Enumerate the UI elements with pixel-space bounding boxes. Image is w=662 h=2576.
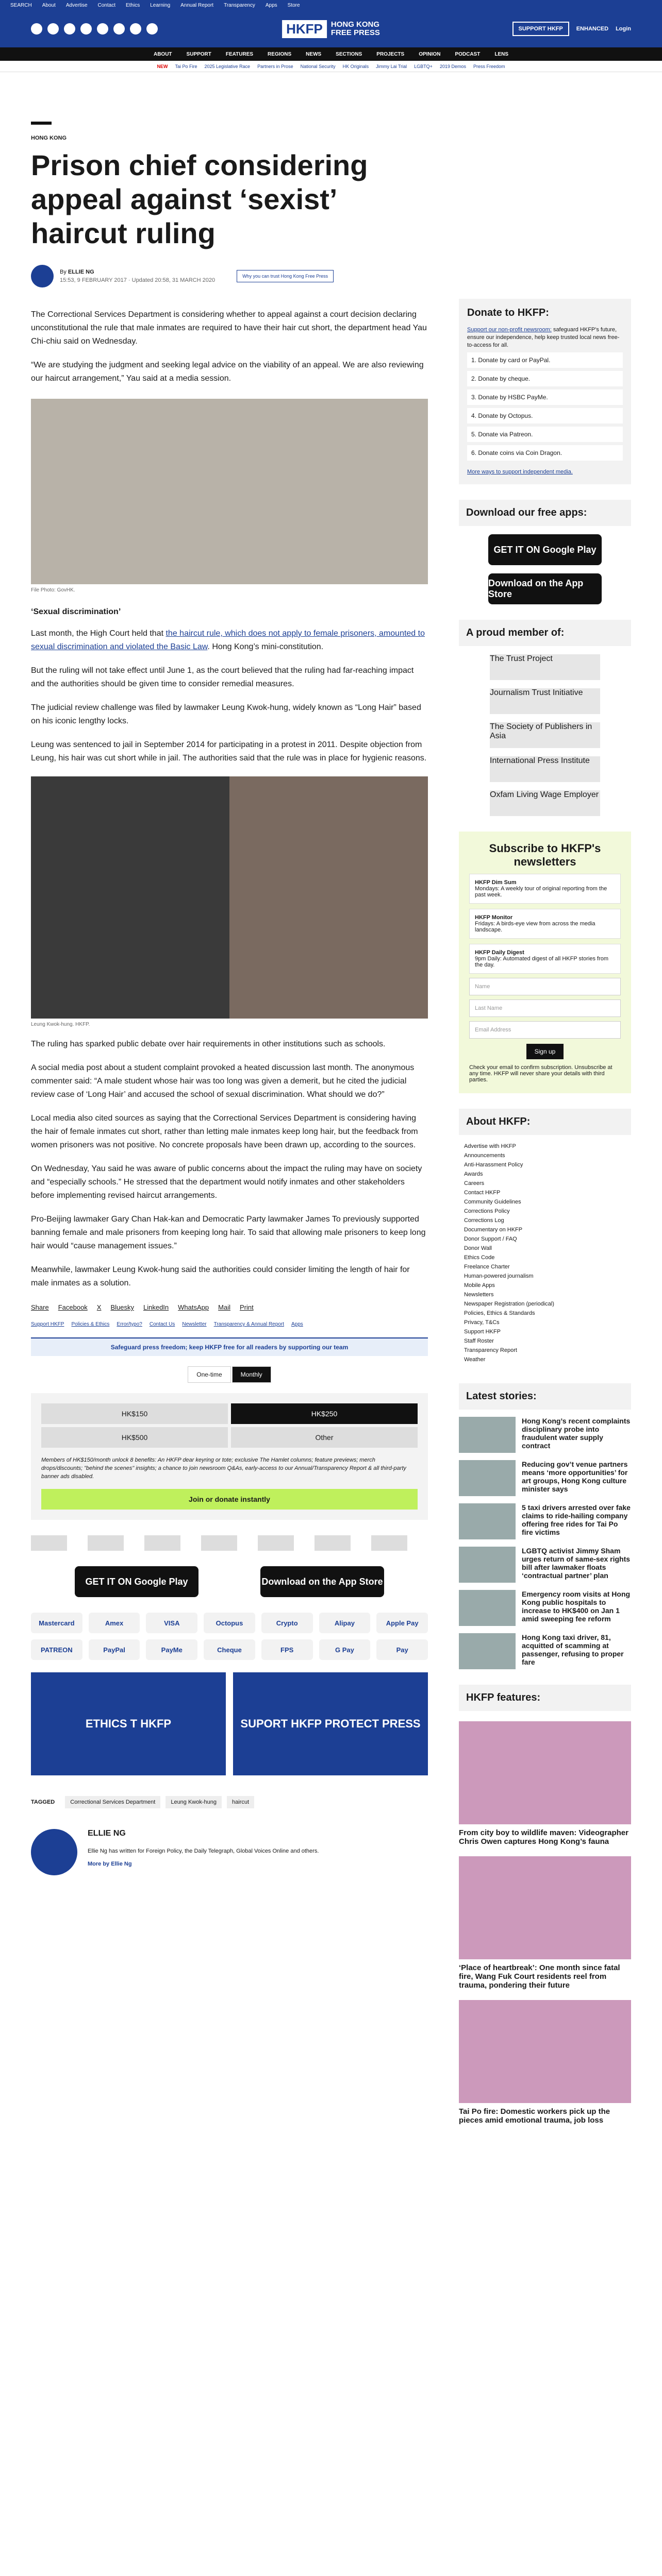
- partner-logo[interactable]: [201, 1535, 237, 1551]
- site-logo[interactable]: HKFP HONG KONG FREE PRESS: [282, 20, 380, 38]
- nav-item[interactable]: PROJECTS: [376, 51, 405, 57]
- freq-one-time[interactable]: One-time: [188, 1366, 230, 1383]
- partner-logos: [31, 1535, 428, 1551]
- story-item[interactable]: Hong Kong taxi driver, 81, acquitted of scamming at passenger, refusing to proper fare: [459, 1633, 631, 1669]
- utility-bar: [0, 0, 662, 10]
- support-button[interactable]: SUPPORT HKFP: [512, 22, 569, 36]
- about-link[interactable]: Announcements: [464, 1153, 505, 1159]
- story-item[interactable]: Hong Kong’s recent complaints disciplinary probe into fraudulent water supply contract: [459, 1417, 631, 1453]
- share-link[interactable]: Bluesky: [110, 1303, 134, 1311]
- newsletter-option[interactable]: HKFP Daily Digest 9pm Daily: Automated digest of all HKFP stories from the day.: [469, 944, 621, 974]
- linkedin-icon[interactable]: [97, 23, 108, 35]
- top-link[interactable]: Contact: [97, 2, 115, 8]
- about-link[interactable]: Donor Wall: [464, 1245, 492, 1251]
- author-avatar[interactable]: [31, 265, 54, 287]
- story-item[interactable]: Reducing gov’t venue partners means ‘more opportunities’ for art groups, Hong Kong culture minister says: [459, 1460, 631, 1496]
- share-bar: [31, 1303, 428, 1311]
- donate-method[interactable]: 6. Donate coins via Coin Dragon.: [467, 445, 623, 461]
- share-link[interactable]: Share: [31, 1303, 49, 1311]
- top-link[interactable]: About: [42, 2, 56, 8]
- top-link[interactable]: Store: [287, 2, 300, 8]
- trust-link[interactable]: Why you can trust Hong Kong Free Press: [237, 270, 334, 282]
- partner-logo[interactable]: [258, 1535, 294, 1551]
- footer-link[interactable]: Contact Us: [149, 1321, 175, 1327]
- story-item[interactable]: 5 taxi drivers arrested over fake claims to ride-hailing company offering free rides for Tai Po fire victims: [459, 1503, 631, 1539]
- partner-logo[interactable]: [88, 1535, 124, 1551]
- share-link[interactable]: WhatsApp: [178, 1303, 209, 1311]
- share-link[interactable]: LinkedIn: [143, 1303, 169, 1311]
- nav-item[interactable]: NEWS: [306, 51, 322, 57]
- nav-item[interactable]: LENS: [494, 51, 509, 57]
- nav-item[interactable]: SECTIONS: [336, 51, 362, 57]
- freq-monthly[interactable]: Monthly: [232, 1366, 271, 1383]
- join-button[interactable]: Join or donate instantly: [41, 1489, 418, 1510]
- share-link[interactable]: X: [96, 1303, 102, 1311]
- app-store-button[interactable]: Download on the App Store: [488, 573, 602, 604]
- trending-link[interactable]: Tai Po Fire: [175, 63, 197, 69]
- newsletter-option[interactable]: HKFP Dim Sum Mondays: A weekly tour of original reporting from the past week.: [469, 874, 621, 904]
- org-logo[interactable]: International Press Institute: [490, 756, 600, 782]
- story-item[interactable]: LGBTQ activist Jimmy Sham urges return of same-sex rights bill after lawmaker floats ‘contractual partner’ plan: [459, 1547, 631, 1583]
- payment-icon[interactable]: Amex: [89, 1613, 140, 1633]
- about-link[interactable]: Community Guidelines: [464, 1199, 521, 1205]
- about-link[interactable]: Awards: [464, 1171, 483, 1177]
- article: HONG KONG Prison chief considering appeal against ‘sexist’ haircut ruling By ELLIE NG 15:53, 9 FEBRUARY 2017 · Updated 20:58, 31 MARCH 2020 Why you can trust Hong Kong Free Press The Correctional Services Department is considering whether to appeal against a court decision declaring unconstitutional the rule that male inmates are required to have their hair cut short, the department head Yau Chi-chiu said on Wednesday. “We are studying the judgment and seeking legal advice on the viability of an appeal. We are also reviewing our haircut arrangement,” Yau said at a media session. File Photo: GovHK. ‘Sexual discrimination’ Last month, the High Court held that the haircut rule, which does not apply to female prisoners, amounted to sexual discrimination and violated the Basic Law. Hong Kong’s mini-constitution. But the ruling will not take effect until June 1, as the court believed that the ruling had far-reaching impact and the authorities should be given time to consider remedial measures. The judicial review challenge was filed by lawmaker Leung Kwok-hung, widely known as “Long Hair” based on his iconic lengthy locks. Leung was sentenced to jail in September 2014 for participating in a protest in 2011. Despite objection from Leung, his hair was cut short while in jail. The authorities said that the rule was in place for hygienic reasons. Leung Kwok-hung. HKFP. The ruling has sparked public debate over hair requirements in other institutions such as schools. A social media post about a student complaint provoked a heated discussion last month. The anonymous commenter said: “A male student whose hair was too long was given a demerit, but he cited the judicial review case of ‘Long Hair’ and accused the school of sexual discrimination. What should we do?” Local media also cited sources as saying that the Correctional Services Department is considering having the hair of female inmates cut short, rather than letting male inmates keep long hair, but the feedback from women prisoners was not positive. No concrete proposals have been drawn up, according to the sources. On Wednesday, Yau said he was aware of public concerns about the impact the ruling may have on society and “especially schools.” He stressed that the department would notify inmates and other stakeholders before implementing revised haircut arrangements. Pro-Beijing lawmaker Gary Chan Hak-kan and Democratic Party lawmaker James To previously supported banning female and male prisoners from keeping long hair. To said that allowing male prisoners to keep long hair would “cause management issues.” Meanwhile, lawmaker Leung Kwok-hung said the authorities could consider limiting the length of hair for male inmates as a solution. Share Facebook X Bluesky LinkedIn WhatsApp Mail Print Support HKFP Policies & Ethics Error/typo? Contact Us Newsletter Transparency & Annual Report Apps Safeguard press freedom; keep HKFP free for all readers by supporting our team One-time Monthly HK$150 HK$250 HK$500 Other Members of HK$150/month unlock 8 benefits: An HKFP dear keyring or tote; exclusive The Hamlet columns; feature previews; merch drops/discounts; "behind the scenes" insights; a chance to join newsroom Q&As, early-access to our Annual/Transparency Report & all third-party banner ads disabled. Join or donate instantly GET IT ON Google Play Download on the App Store Mastercard Amex VISA Octopus Crypto Alipay Apple Pay PATREON PayPal PayMe Cheque FPS G Pay Pay ETHICS T HKFP SUPORT HKFP PROTECT PRESS TAGGED Correctional Services Department Leung Kwok-hung haircut ELLIE NG Ellie Ng has written for Foreign Policy, the Daily Telegraph, Global Voices Online and others. More by Ellie Ng: [31, 72, 428, 2125]
- login-link[interactable]: Login: [616, 26, 631, 32]
- partner-logo[interactable]: [371, 1535, 407, 1551]
- about-link[interactable]: Newspaper Registration (periodical): [464, 1301, 554, 1307]
- donate-method[interactable]: 3. Donate by HSBC PayMe.: [467, 389, 623, 405]
- partner-logo[interactable]: [144, 1535, 180, 1551]
- google-play-button[interactable]: GET IT ON Google Play: [75, 1566, 198, 1597]
- footer-link[interactable]: Transparency & Annual Report: [213, 1321, 284, 1327]
- about-link[interactable]: Privacy, T&Cs: [464, 1319, 500, 1326]
- footer-link[interactable]: Newsletter: [182, 1321, 207, 1327]
- donate-method[interactable]: 2. Donate by cheque.: [467, 371, 623, 386]
- nav-item[interactable]: PODCAST: [455, 51, 481, 57]
- rss-icon[interactable]: [146, 23, 158, 35]
- feature-item[interactable]: Tai Po fire: Domestic workers pick up the pieces amid emotional trauma, job loss: [459, 2000, 631, 2125]
- payment-icon[interactable]: Apple Pay: [376, 1613, 428, 1633]
- trending-link[interactable]: Partners in Prose: [257, 63, 293, 69]
- top-link[interactable]: Ethics: [125, 2, 140, 8]
- top-link[interactable]: Advertise: [65, 2, 88, 8]
- subheading: ‘Sexual discrimination’: [31, 607, 121, 616]
- trending-link[interactable]: HK Originals: [342, 63, 369, 69]
- amount-option[interactable]: HK$150: [41, 1403, 228, 1424]
- newsletter-box: Subscribe to HKFP's newsletters HKFP Dim Sum Mondays: A weekly tour of original reporting from the past week. HKFP Monitor Fridays: A birds-eye view from across the media landscape. HKFP Daily Digest 9pm Daily: Automated digest of all HKFP stories from the day. Name Last Name Email Address Sign up Check your email to confirm subscription. Unsubscribe at any time. HKFP will never share your details with third parties.: [459, 832, 631, 1093]
- org-logo[interactable]: Oxfam Living Wage Employer: [490, 790, 600, 816]
- about-link[interactable]: Anti-Harassment Policy: [464, 1162, 523, 1168]
- payment-icon[interactable]: Pay: [376, 1639, 428, 1660]
- trending-link[interactable]: 2019 Demos: [439, 63, 466, 69]
- image-caption: Leung Kwok-hung. HKFP.: [31, 1022, 90, 1027]
- top-link[interactable]: Apps: [265, 2, 277, 8]
- org-logo[interactable]: The Trust Project: [490, 654, 600, 680]
- partner-logo[interactable]: [31, 1535, 67, 1551]
- latest-stories: [459, 1417, 631, 1669]
- image-caption: File Photo: GovHK.: [31, 587, 75, 593]
- trending-link[interactable]: Press Freedom: [473, 63, 505, 69]
- search-link[interactable]: SEARCH: [10, 2, 32, 8]
- footer-link[interactable]: Support HKFP: [31, 1321, 64, 1327]
- about-link[interactable]: Freelance Charter: [464, 1264, 510, 1270]
- footer-link[interactable]: Error/typo?: [117, 1321, 142, 1327]
- org-logo[interactable]: The Society of Publishers in Asia: [490, 722, 600, 748]
- payment-icon[interactable]: Cheque: [204, 1639, 255, 1660]
- nav-item[interactable]: ABOUT: [153, 51, 172, 57]
- ethics-banner[interactable]: ETHICS T HKFP: [31, 1672, 226, 1775]
- about-link[interactable]: Ethics Code: [464, 1255, 495, 1261]
- about-link[interactable]: Transparency Report: [464, 1347, 517, 1353]
- author-avatar[interactable]: [31, 1829, 77, 1875]
- youtube-icon[interactable]: [80, 23, 92, 35]
- feature-item[interactable]: From city boy to wildlife maven: Videographer Chris Owen captures Hong Kong’s fauna: [459, 1721, 631, 1846]
- last-name-field[interactable]: Last Name: [469, 999, 621, 1017]
- about-link[interactable]: Staff Roster: [464, 1338, 494, 1344]
- trending-link[interactable]: Jimmy Lai Trial: [376, 63, 407, 69]
- bluesky-icon[interactable]: [130, 23, 141, 35]
- about-link[interactable]: Support HKFP: [464, 1329, 501, 1335]
- donate-method[interactable]: 1. Donate by card or PayPal.: [467, 352, 623, 368]
- trending-link[interactable]: LGBTQ+: [414, 63, 433, 69]
- instagram-icon[interactable]: [64, 23, 75, 35]
- newsletter-option[interactable]: HKFP Monitor Fridays: A birds-eye view from across the media landscape.: [469, 909, 621, 939]
- google-play-button[interactable]: GET IT ON Google Play: [488, 534, 602, 565]
- tag[interactable]: Correctional Services Department: [65, 1796, 160, 1808]
- facebook-icon[interactable]: [31, 23, 42, 35]
- donate-method[interactable]: 4. Donate by Octopus.: [467, 408, 623, 423]
- payment-icon[interactable]: Crypto: [261, 1613, 313, 1633]
- masthead: [0, 10, 662, 47]
- share-link[interactable]: Facebook: [58, 1303, 88, 1311]
- email-field[interactable]: Email Address: [469, 1021, 621, 1039]
- category-label[interactable]: HONG KONG: [31, 135, 67, 141]
- about-list: [459, 1135, 631, 1368]
- about-link[interactable]: Advertise with HKFP: [464, 1143, 516, 1149]
- about-link[interactable]: Corrections Policy: [464, 1208, 510, 1214]
- top-link[interactable]: Transparency: [224, 2, 255, 8]
- about-link[interactable]: Contact HKFP: [464, 1190, 501, 1196]
- payment-icon[interactable]: Mastercard: [31, 1613, 82, 1633]
- sidebar: Donate to HKFP: Support our non-profit newsroom: safeguard HKFP's future, ensure our independence, help keep trusted local news free-to-access for all. 1. Donate by card or PayPal. 2. Donate by cheque. 3. Donate by HSBC PayMe. 4. Donate by Octopus. 5. Donate via Patreon. 6. Donate coins via Coin Dragon. More ways to support independent media. Download our free apps: GET IT ON Google Play Download on the App Store A proud member of: The Trust Project Journalism Trust Initiative The Society of Publishers in Asia International Press Institute Oxfam Living Wage Employer Subscribe to HKFP's newsletters HKFP Dim Sum Mondays: A weekly tour of original reporting from the past week. HKFP Monitor Fridays: A birds-eye view from across the media landscape. HKFP Daily Digest 9pm Daily: Automated digest of all HKFP stories from the day. Name Last Name Email Address Sign up Check your email to confirm subscription. Unsubscribe at any time. HKFP will never share your details with third parties. About HKFP: Advertise with HKFP Announcements Anti-Harassment Policy Awards Careers Contact HKFP Community Guidelines Corrections Policy Corrections Log Documentary on HKFP Donor Support / FAQ Donor Wall Ethics Code Freelance Charter Human-powered journalism Mobile Apps Newsletters Newspaper Registration (periodical) Policies, Ethics & Standards Privacy, T&Cs Support HKFP Staff Roster Transparency Report Weather Latest stories: Hong Kong’s recent complaints disciplinary probe into fraudulent water supply contract Reducing gov’t venue partners means ‘more opportunities’ for art groups, Hong Kong culture minister says 5 taxi drivers arrested over fake claims to ride-hailing company offering free rides for Tai Po fire victims LGBTQ activist Jimmy Sham urges return of same-sex rights bill after lawmaker floats ‘contractual partner’ plan Emergency room visits at Hong Kong public hospitals to increase to HK$400 on Jan 1 amid sweeping fee reform Hong Kong taxi driver, 81, acquitted of scamming at passenger, refusing to proper fare HKFP features: From city boy to wildlife maven: Videographer Chris Owen captures Hong Kong’s fauna ‘Place of heartbreak’: One month since fatal fire, Wang Fuk Court residents reel from trauma, pondering their future Tai Po fire: Domestic workers pick up the pieces amid emotional trauma, job loss: [459, 72, 631, 2125]
- payment-icon[interactable]: VISA: [146, 1613, 197, 1633]
- story-item[interactable]: Emergency room visits at Hong Kong public hospitals to increase to HK$400 on Jan 1 amid sweeping fee reform: [459, 1590, 631, 1626]
- payment-icon[interactable]: Octopus: [204, 1613, 255, 1633]
- byline: By ELLIE NG 15:53, 9 FEBRUARY 2017 · Updated 20:58, 31 MARCH 2020 Why you can trust Hong Kong Free Press: [31, 265, 428, 287]
- footer-link[interactable]: Policies & Ethics: [71, 1321, 110, 1327]
- about-link[interactable]: Policies, Ethics & Standards: [464, 1310, 535, 1316]
- nav-item[interactable]: FEATURES: [225, 51, 254, 57]
- about-link[interactable]: Human-powered journalism: [464, 1273, 534, 1279]
- donation-banner[interactable]: Safeguard press freedom; keep HKFP free for all readers by supporting our team: [31, 1338, 428, 1356]
- donate-box: Donate to HKFP: Support our non-profit newsroom: safeguard HKFP's future, ensure our independence, help keep trusted local news free-to-access for all. 1. Donate by card or PayPal. 2. Donate by cheque. 3. Donate by HSBC PayMe. 4. Donate by Octopus. 5. Donate via Patreon. 6. Donate coins via Coin Dragon. More ways to support independent media.: [459, 299, 631, 484]
- author-link[interactable]: ELLIE NG: [68, 269, 94, 275]
- tag[interactable]: Leung Kwok-hung: [166, 1796, 222, 1808]
- amount-option[interactable]: HK$500: [41, 1427, 228, 1448]
- support-banner[interactable]: SUPORT HKFP PROTECT PRESS: [233, 1672, 428, 1775]
- share-link[interactable]: Mail: [218, 1303, 230, 1311]
- app-store-button[interactable]: Download on the App Store: [260, 1566, 384, 1597]
- main-nav: [0, 47, 662, 61]
- about-link[interactable]: Donor Support / FAQ: [464, 1236, 517, 1242]
- threads-icon[interactable]: [113, 23, 125, 35]
- about-link[interactable]: Weather: [464, 1357, 486, 1363]
- amount-option[interactable]: Other: [231, 1427, 418, 1448]
- social-icons: [31, 23, 158, 35]
- more-ways-link[interactable]: More ways to support independent media.: [467, 469, 573, 475]
- tag[interactable]: haircut: [227, 1796, 254, 1808]
- top-link[interactable]: Annual Report: [180, 2, 214, 8]
- name-field[interactable]: Name: [469, 978, 621, 995]
- tag-list: TAGGED Correctional Services Department Leung Kwok-hung haircut: [31, 1796, 428, 1808]
- payment-methods: [31, 1613, 428, 1660]
- payment-icon[interactable]: PayPal: [89, 1639, 140, 1660]
- about-link[interactable]: Corrections Log: [464, 1217, 504, 1224]
- trending-link[interactable]: National Security: [300, 63, 336, 69]
- partner-logo[interactable]: [315, 1535, 351, 1551]
- payment-icon[interactable]: Alipay: [319, 1613, 371, 1633]
- trending-bar: NEW Tai Po Fire 2025 Legislative Race Partners in Prose National Security HK Originals Jimmy Lai Trial LGBTQ+ 2019 Demos Press Freedom: [0, 61, 662, 72]
- trending-link[interactable]: 2025 Legislative Race: [204, 63, 251, 69]
- nav-item[interactable]: REGIONS: [268, 51, 292, 57]
- donate-method[interactable]: 5. Donate via Patreon.: [467, 427, 623, 442]
- donation-widget: Safeguard press freedom; keep HKFP free for all readers by supporting our team One-time Monthly HK$150 HK$250 HK$500 Other Members of HK$150/month unlock 8 benefits: An HKFP dear keyring or tote; exclusive The Hamlet columns; feature previews; merch drops/discounts; "behind the scenes" insights; a chance to join newsroom Q&As, early-access to our Annual/Transparency Report & all third-party banner ads disabled. Join or donate instantly: [31, 1337, 428, 1520]
- share-link[interactable]: Print: [239, 1303, 254, 1311]
- footer-links: [31, 1321, 428, 1327]
- about-link[interactable]: Mobile Apps: [464, 1282, 495, 1289]
- article-image: [31, 399, 428, 584]
- top-link[interactable]: Learning: [150, 2, 171, 8]
- nav-item[interactable]: SUPPORT: [186, 51, 211, 57]
- lang-toggle[interactable]: ENHANCED: [576, 26, 609, 32]
- payment-icon[interactable]: G Pay: [319, 1639, 371, 1660]
- inline-link[interactable]: the haircut rule, which does not apply to female prisoners, amounted to sexual discrimination and violated the Basic Law: [31, 629, 425, 651]
- more-by-author-link[interactable]: More by Ellie Ng: [88, 1861, 132, 1867]
- feature-item[interactable]: ‘Place of heartbreak’: One month since fatal fire, Wang Fuk Court residents reel from trauma, pondering their future: [459, 1856, 631, 1990]
- about-link[interactable]: Careers: [464, 1180, 485, 1187]
- footer-link[interactable]: Apps: [291, 1321, 303, 1327]
- payment-icon[interactable]: FPS: [261, 1639, 313, 1660]
- page-title: Prison chief considering appeal against ‘sexist’ haircut ruling: [31, 149, 368, 249]
- about-link[interactable]: Newsletters: [464, 1292, 494, 1298]
- amount-option[interactable]: HK$250: [231, 1403, 418, 1424]
- payment-icon[interactable]: PATREON: [31, 1639, 82, 1660]
- payment-icon[interactable]: PayMe: [146, 1639, 197, 1660]
- author-box: ELLIE NG Ellie Ng has written for Foreign Policy, the Daily Telegraph, Global Voices Online and others. More by Ellie Ng: [31, 1829, 428, 1875]
- signup-button[interactable]: Sign up: [526, 1044, 564, 1059]
- about-link[interactable]: Documentary on HKFP: [464, 1227, 523, 1233]
- article-image: [31, 776, 428, 1019]
- org-logo[interactable]: Journalism Trust Initiative: [490, 688, 600, 714]
- nav-item[interactable]: OPINION: [419, 51, 441, 57]
- x-icon[interactable]: [47, 23, 59, 35]
